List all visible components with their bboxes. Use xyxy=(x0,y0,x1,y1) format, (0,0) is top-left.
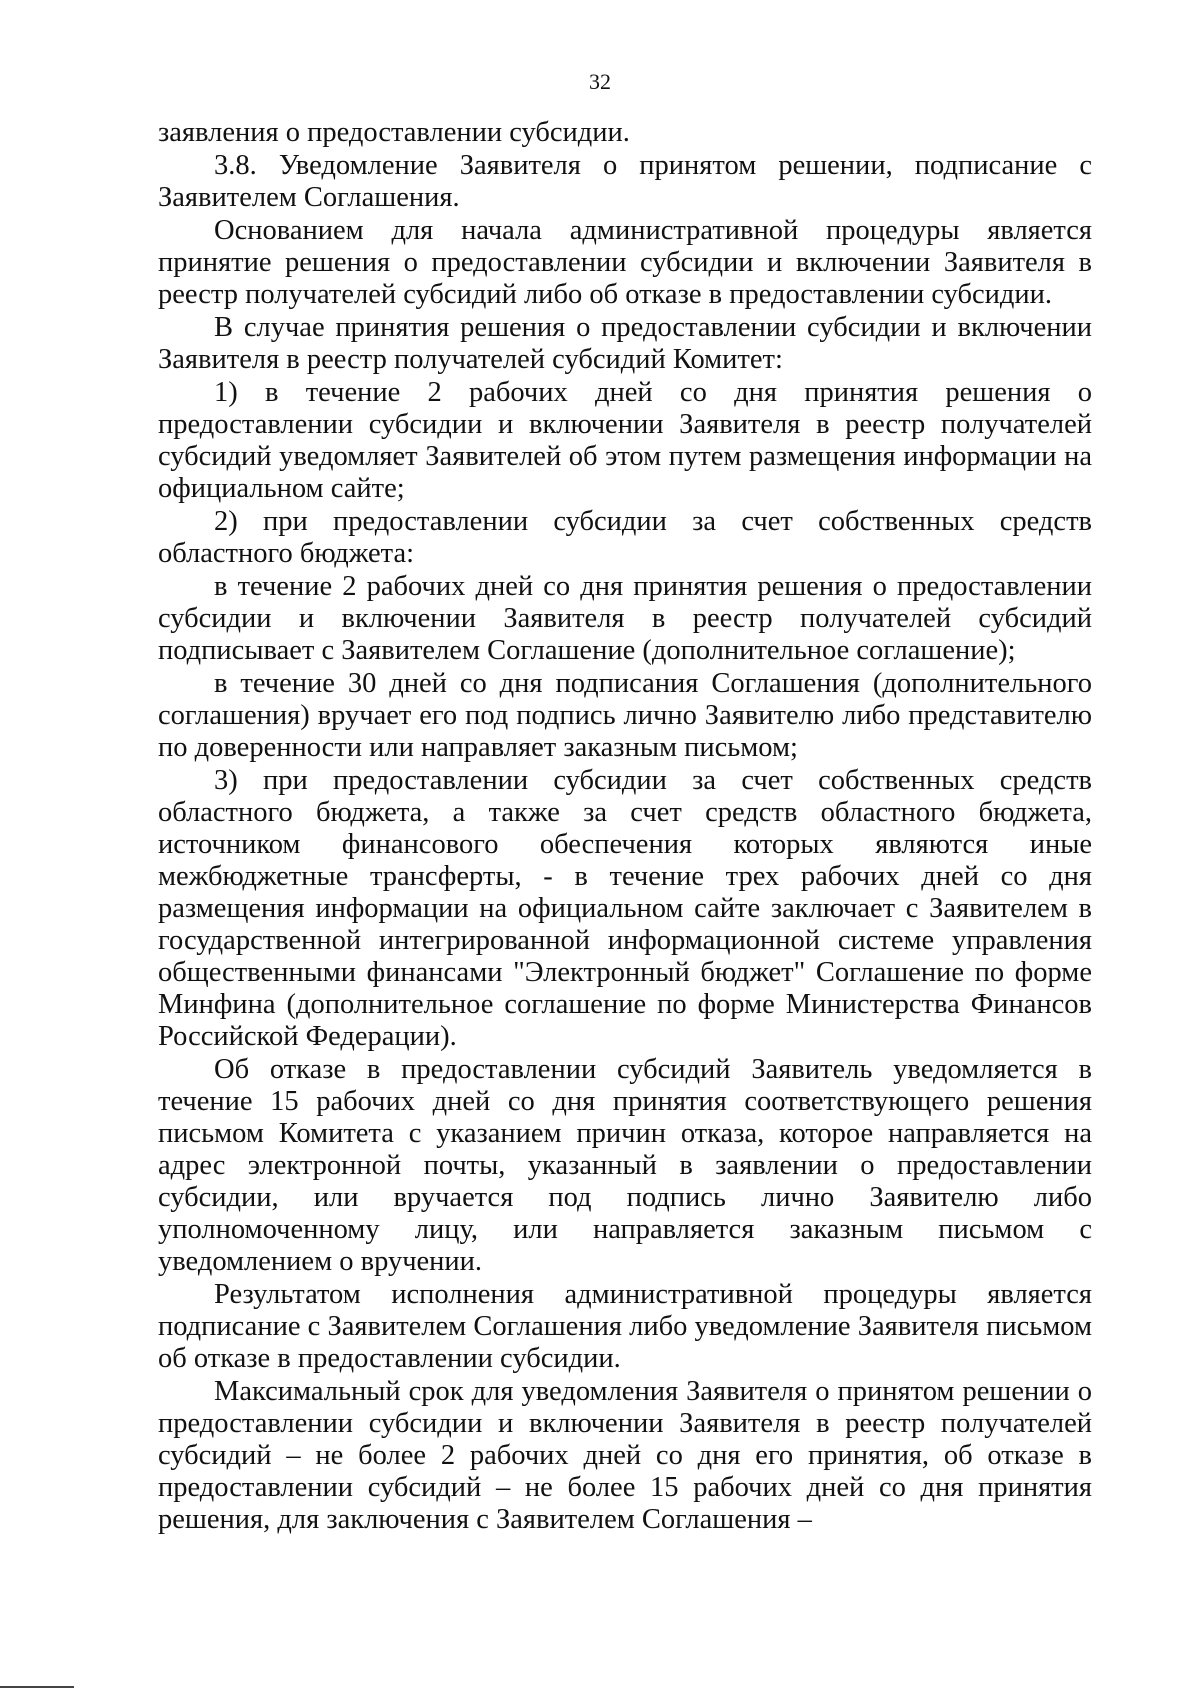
list-item-1: 1) в течение 2 рабочих дней со дня принятия решения о предоставлении субсидии и включении Заявителя в реестр получателей субсидий уведомляет Заявителей об этом путем размещения информации на официальном сайте; xyxy=(158,377,1092,504)
paragraph-continuation: заявления о предоставлении субсидии. xyxy=(158,117,630,148)
paragraph-result: Результатом исполнения административной процедуры является подписание с Заявителем Соглашения либо уведомление Заявителя письмом об отказе в предоставлении субсидии. xyxy=(158,1279,1092,1374)
paragraph-refusal-notice: Об отказе в предоставлении субсидий Заявитель уведомляется в течение 15 рабочих дней со дня принятия соответствующего решения письмом Комитета с указанием причин отказа, которое направляется на адрес электронной почты, указанный в заявлении о предоставлении субсидии, или вручается под подпись лично Заявителю либо уполномоченному лицу, или направляется заказным письмом с уведомлением о вручении. xyxy=(158,1054,1092,1277)
list-item-2-sub-1: в течение 2 рабочих дней со дня принятия решения о предоставлении субсидии и включении Заявителя в реестр получателей субсидий подписывает с Заявителем Соглашение (дополнительное соглашение); xyxy=(158,571,1092,666)
list-item-2-sub-2: в течение 30 дней со дня подписания Соглашения (дополнительного соглашения) вручает его под подпись лично Заявителю либо представителю по доверенности или направляет заказным письмом; xyxy=(158,668,1092,763)
paragraph-committee-actions: В случае принятия решения о предоставлении субсидии и включении Заявителя в реестр получателей субсидий Комитет: xyxy=(158,312,1092,375)
page-number: 32 xyxy=(589,69,611,94)
paragraph-basis: Основанием для начала административной процедуры является принятие решения о предоставлении субсидии и включении Заявителя в реестр получателей субсидий либо об отказе в предоставлении субсидии. xyxy=(158,215,1092,310)
scan-edge-mark xyxy=(0,1686,74,1688)
paragraph-max-term: Максимальный срок для уведомления Заявителя о принятом решении о предоставлении субсидии и включении Заявителя в реестр получателей субсидий – не более 2 рабочих дней со дня его принятия, об отказе в предоставлении субсидий – не более 15 рабочих дней со дня принятия решения, для заключения с Заявителем Соглашения – xyxy=(158,1376,1092,1535)
document-body xyxy=(158,117,1092,1536)
list-item-2: 2) при предоставлении субсидии за счет собственных средств областного бюджета: xyxy=(158,506,1092,569)
section-heading-3-8: 3.8. Уведомление Заявителя о принятом решении, подписание с Заявителем Соглашения. xyxy=(158,150,1092,213)
list-item-3: 3) при предоставлении субсидии за счет собственных средств областного бюджета, а также за счет средств областного бюджета, источником финансового обеспечения которых являются иные межбюджетные трансферты, - в течение трех рабочих дней со дня размещения информации на официальном сайте заключает с Заявителем в государственной интегрированной информационной системе управления общественными финансами "Электронный бюджет" Соглашение по форме Минфина (дополнительное соглашение по форме Министерства Финансов Российской Федерации). xyxy=(158,765,1092,1052)
